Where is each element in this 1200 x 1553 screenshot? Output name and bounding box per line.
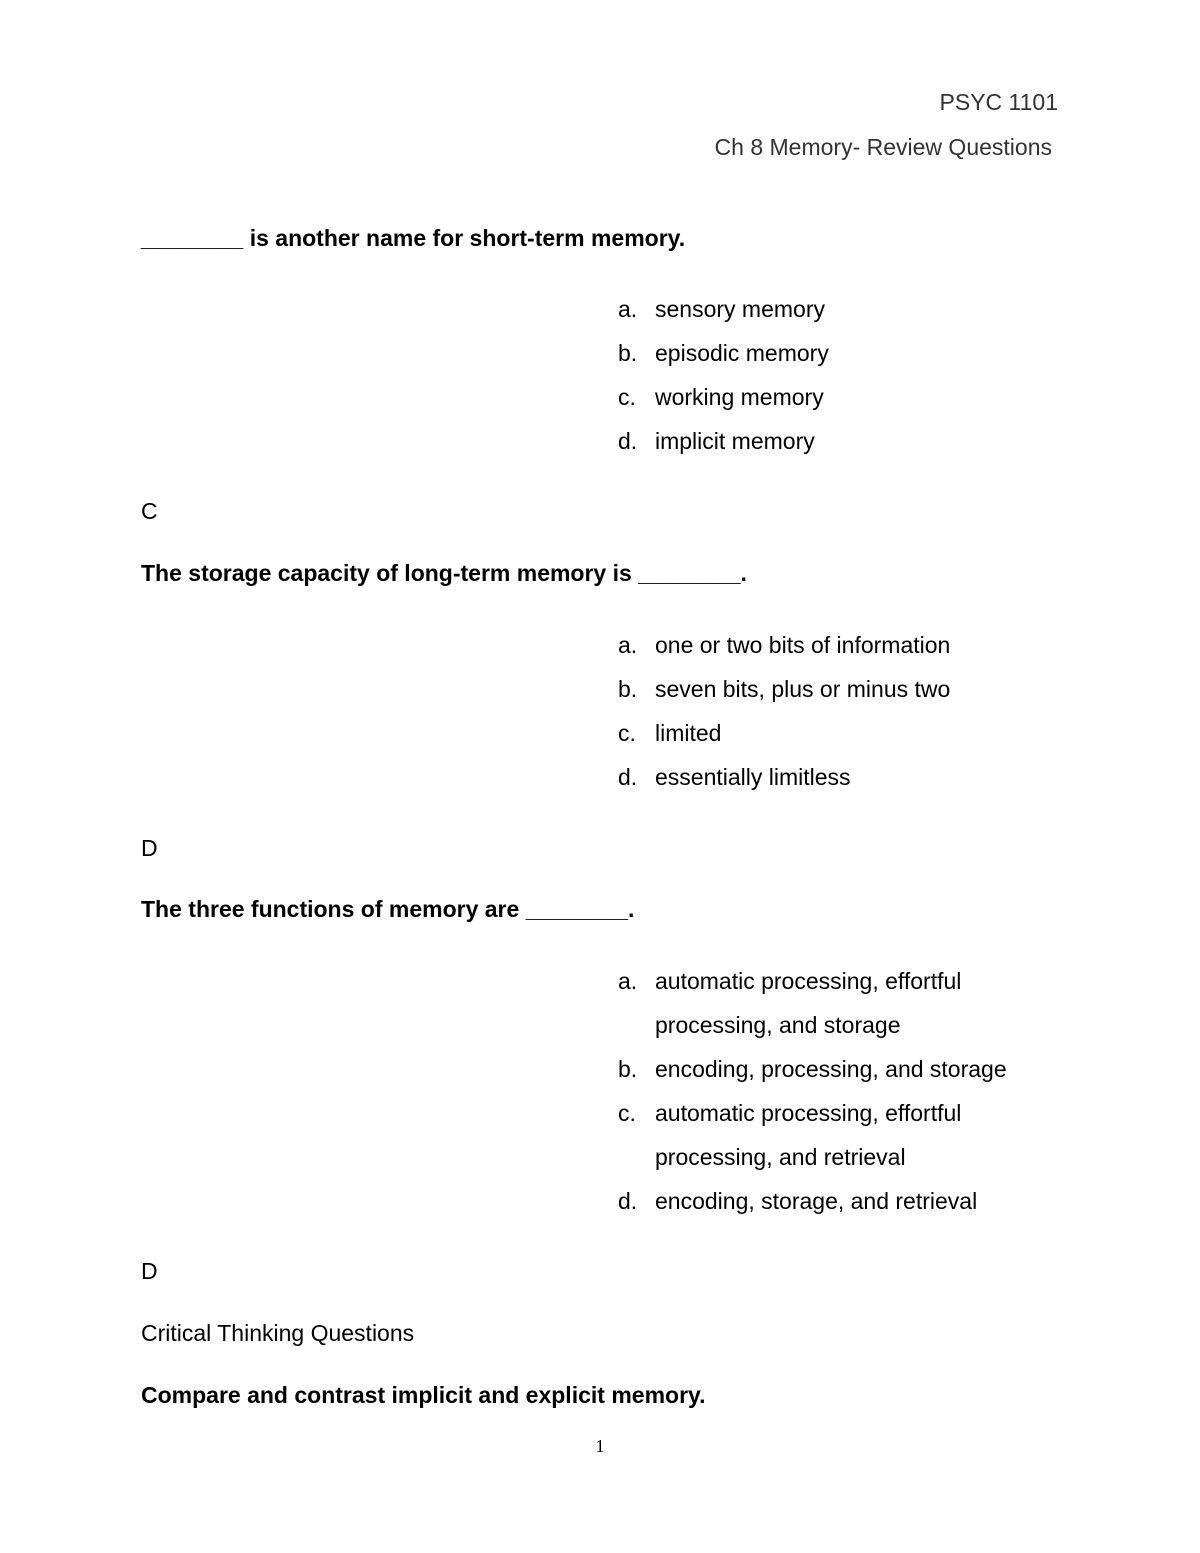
option	[618, 959, 1078, 1047]
critical-thinking-title: Critical Thinking Questions	[141, 1320, 415, 1346]
option	[618, 1091, 1078, 1179]
question-2-options	[618, 623, 1078, 799]
option-text: encoding, storage, and retrieval	[655, 1188, 978, 1214]
option	[618, 667, 1078, 711]
option-letter: c.	[618, 384, 636, 410]
option-text: implicit memory	[655, 428, 815, 454]
option-text: working memory	[655, 384, 824, 410]
header-title: Ch 8 Memory- Review Questions	[714, 134, 1052, 160]
question-2-prompt: The storage capacity of long-term memory is ________.	[141, 560, 747, 586]
question-1-prompt: ________ is another name for short-term memory.	[141, 225, 686, 251]
option-letter: d.	[618, 428, 638, 454]
option	[618, 331, 1078, 375]
option-text: limited	[655, 720, 722, 746]
option	[618, 711, 1078, 755]
option	[618, 755, 1078, 799]
option	[618, 287, 1078, 331]
header-course: PSYC 1101	[939, 89, 1058, 115]
option-letter: b.	[618, 340, 638, 366]
page-number: 1	[595, 1436, 605, 1456]
critical-thinking-question: Compare and contrast implicit and explicit memory.	[141, 1382, 706, 1408]
option-letter: b.	[618, 676, 638, 702]
option-text: one or two bits of information	[655, 632, 951, 658]
option	[618, 375, 1078, 419]
option-text: automatic processing, effortful processing, and storage	[655, 968, 962, 1038]
option-text: encoding, processing, and storage	[655, 1056, 1007, 1082]
option-text: sensory memory	[655, 296, 825, 322]
option-text: episodic memory	[655, 340, 829, 366]
option	[618, 1047, 1078, 1091]
option-letter: d.	[618, 764, 638, 790]
option-letter: d.	[618, 1188, 638, 1214]
option	[618, 1179, 1078, 1223]
question-3-options	[618, 959, 1078, 1223]
option-letter: b.	[618, 1056, 638, 1082]
option	[618, 419, 1078, 463]
option-letter: c.	[618, 1100, 636, 1126]
option	[618, 623, 1078, 667]
option-letter: c.	[618, 720, 636, 746]
option-text: essentially limitless	[655, 764, 851, 790]
option-text: seven bits, plus or minus two	[655, 676, 951, 702]
question-2-answer: D	[141, 835, 158, 861]
option-letter: a.	[618, 968, 638, 994]
option-letter: a.	[618, 632, 638, 658]
question-1-options	[618, 287, 1078, 463]
question-3-prompt: The three functions of memory are ________.	[141, 896, 635, 922]
question-3-answer: D	[141, 1258, 158, 1284]
question-1-answer: C	[141, 498, 158, 524]
option-letter: a.	[618, 296, 638, 322]
option-text: automatic processing, effortful processing, and retrieval	[655, 1100, 962, 1170]
